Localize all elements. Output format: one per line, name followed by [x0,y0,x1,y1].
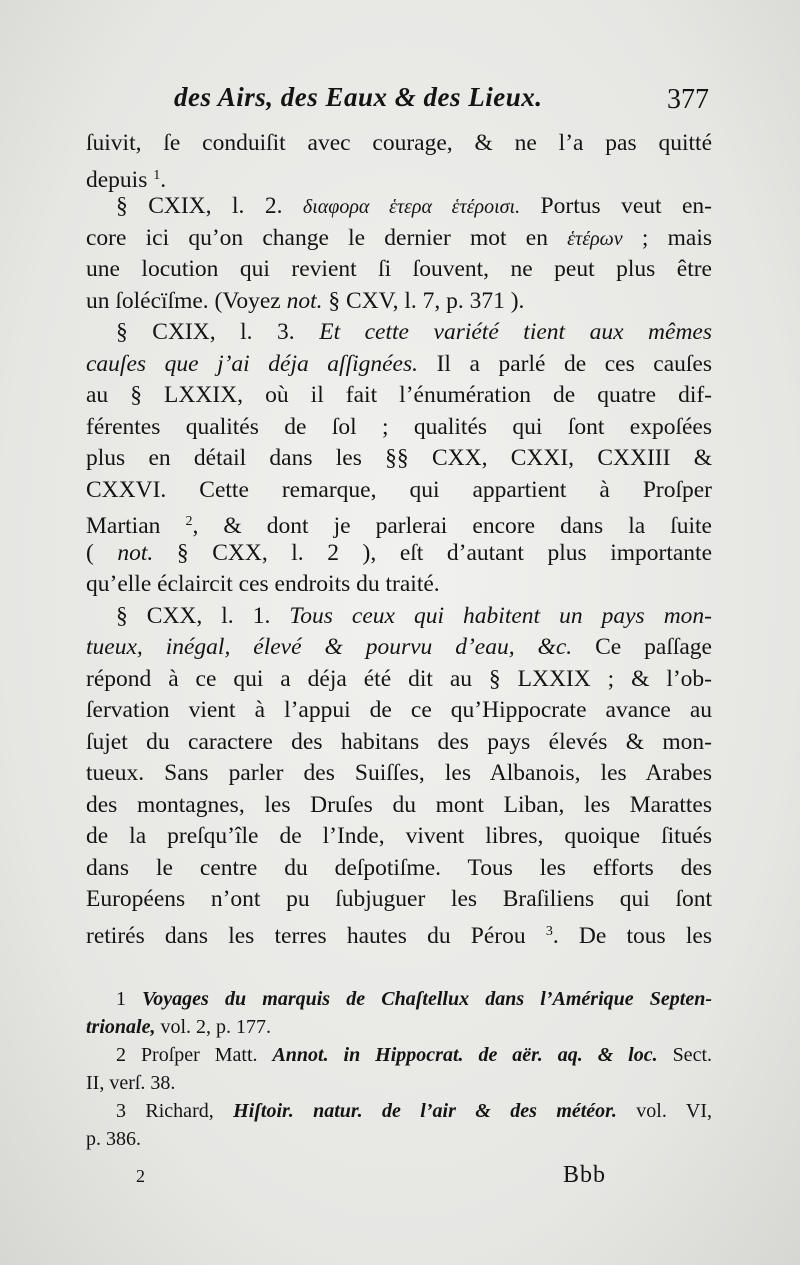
text-span: tueux, inégal, élevé & pourvu d’eau, &c. [86,634,573,660]
footnote-line [86,1069,712,1097]
footnotes [86,985,712,1153]
text-span: Et cette variété tient aux mêmes [319,319,712,345]
text-line [86,632,712,664]
text-span: § CXX, l. 2 ), eſt d’autant plus importante [153,539,713,566]
text-span: cauſes que j’ai déja aſſignées. [86,350,419,377]
text-span: qu’elle éclaircit ces endroits du traité. [86,571,440,597]
text-span: 1 [116,988,143,1010]
text-line [86,223,712,255]
text-span: de la preſqu’île de l’Inde, vivent libres, quoique ſitués [86,823,712,849]
text-span: ſervation vient à l’appui de ce qu’Hippocrate avance au [86,697,712,723]
text-span: ἑτέρων [567,227,623,250]
text-span: διαφορα ἑτερα ἑτέροισι. [302,196,521,218]
text-span: not. [286,287,323,314]
text-span: p. 386. [86,1128,141,1150]
text-span: Européens n’ont pu ſubjuguer les Braſiliens qui ſont [86,886,712,912]
page-number: 377 [667,84,709,115]
footnote-ref: 1 [153,167,161,183]
text-span: 3 Richard, [116,1100,234,1122]
text-line [86,286,712,318]
signature-mark: 2 [136,1166,145,1186]
text-span: depuis [86,166,154,193]
page-footer [86,1162,712,1198]
text-span: II, verſ. 38. [86,1072,176,1094]
text-line [86,349,712,381]
text-span: Annot. in Hippocrat. de aër. aq. & loc. [272,1044,658,1066]
text-span: not. [117,539,154,566]
text-line [86,317,712,349]
footnote-line [86,1041,712,1069]
text-line [86,758,712,790]
text-line [86,191,712,223]
text-span: vol. 2, p. 177. [155,1016,272,1038]
text-span: CXXVI. Cette remarque, qui appartient à Proſper [86,476,712,503]
text-span: Portus veut en- [520,193,712,219]
text-line [86,380,712,412]
text-span: Martian [86,513,186,539]
footnote-ref: 2 [185,514,193,529]
text-span: un ſolécïſme. (Voyez [86,287,287,314]
text-span: 2 Proſper Matt. [116,1044,273,1066]
catchword: Bbb [562,1162,606,1188]
text-span: au § LXXIX, où il fait l’énumération de quatre dif- [86,382,712,408]
text-span: ſuivit, ſe conduiſit avec courage, & ne l’a pas quitté [86,130,712,156]
main-text [86,128,712,947]
text-span: § CXV, l. 7, p. 371 ). [322,287,525,314]
text-span: répond à ce qui a déja été dit au § LXXIX ; & l’ob- [86,665,712,692]
text-span: dans le centre du deſpotiſme. Tous les efforts des [86,854,712,881]
text-span: vol. VI, [616,1100,712,1122]
text-span: férentes qualités de ſol ; qualités qui ſont expoſées [86,413,712,440]
text-line [86,475,712,507]
text-line [86,821,712,853]
text-line [86,254,712,286]
text-span: core ici qu’on change le dernier mot en [86,224,568,251]
text-line [86,443,712,475]
text-span: . De tous les [552,922,712,949]
text-span: , & dont je parlerai encore dans la ſuite [192,513,712,539]
text-span: trionale, [86,1016,156,1038]
text-line [86,916,712,948]
text-line [86,506,712,538]
text-span: Tous ceux qui habitent un pays mon- [289,602,712,629]
text-span: Ce paſſage [572,634,712,660]
footnote-line [86,1013,712,1041]
footnote-line [86,1097,712,1125]
text-line [86,128,712,160]
text-line [86,538,712,570]
footnote-ref: 3 [545,923,553,939]
text-line [86,412,712,444]
text-span: § CXIX, l. 3. [116,319,320,345]
text-span: plus en détail dans les §§ CXX, CXXI, CXXIII & [86,445,712,471]
text-span: . [160,166,167,193]
text-line [86,727,712,759]
text-span: ; mais [622,224,713,251]
text-span: des montagnes, les Druſes du mont Liban, les Marattes [86,791,712,818]
text-span: tueux. Sans parler des Suiſſes, les Albanois, les Arabes [86,760,712,786]
text-line [86,790,712,822]
text-line [86,884,712,916]
text-span: ( [86,539,118,566]
text-span: § CXX, l. 1. [116,602,290,629]
text-line [86,853,712,885]
text-span: ſujet du caractere des habitans des pays élevés & mon- [86,728,712,755]
text-span: Il a parlé de ces cauſes [418,350,713,377]
text-span: § CXIX, l. 2. [116,193,303,219]
text-line [86,601,712,633]
text-span: Sect. [657,1044,712,1066]
text-span: Voyages du marquis de Chaſtellux dans l’Amérique Septen- [142,988,713,1010]
text-line [86,664,712,696]
text-span: retirés dans les terres hautes du Pérou [86,922,546,949]
text-line [86,160,712,192]
text-line [86,695,712,727]
footnote-line [86,985,712,1013]
footnote-line [86,1125,712,1153]
text-line [86,569,712,601]
running-title: des Airs, des Eaux & des Lieux. [174,82,543,112]
text-span: une locution qui revient ſi ſouvent, ne peut plus être [86,256,712,282]
page-header [170,78,715,118]
text-span: Hiſtoir. natur. de l’air & des météor. [233,1100,617,1122]
